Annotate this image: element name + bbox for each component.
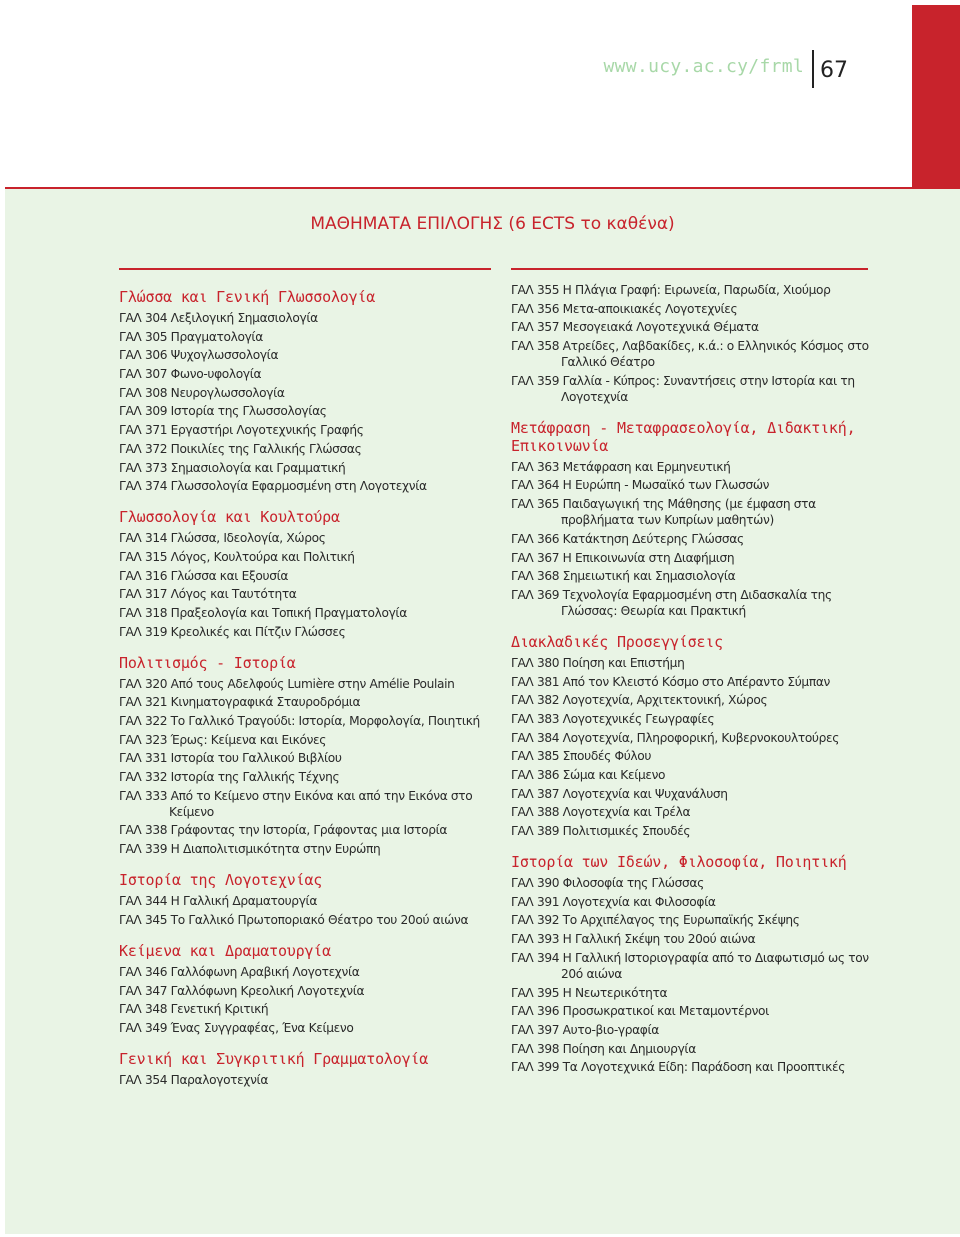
- course-item: ΓΑΛ 339 Η Διαπολιτισμικότητα στην Ευρώπη: [119, 842, 381, 857]
- course-item: ΓΑΛ 398 Ποίηση και Δημιουργία: [511, 1041, 696, 1056]
- course-item: ΓΑΛ 386 Σώμα και Κείμενο: [511, 768, 666, 782]
- course-item: ΓΑΛ 358 Ατρείδες, Λαβδακίδες, κ.ά.: ο Ελληνικός Κόσμος στο Γαλλικό Θέατρο: [511, 339, 869, 370]
- course-item: ΓΑΛ 333 Από το Κείμενο στην Εικόνα και από την Εικόνα στο Κείμενο: [119, 788, 473, 819]
- course-item: ΓΑΛ 372 Ποικιλίες της Γαλλικής Γλώσσας: [119, 441, 362, 456]
- course-item: ΓΑΛ 391 Λογοτεχνία και Φιλοσοφία: [511, 894, 716, 909]
- right-column-rule: [511, 268, 868, 270]
- course-item: ΓΑΛ 323 Έρως: Κείμενα και Εικόνες: [119, 732, 327, 747]
- course-item: ΓΑΛ 308 Νευρογλωσσολογία: [119, 385, 285, 400]
- section-heading: Γλώσσα και Γενική Γλωσσολογία: [119, 288, 376, 306]
- course-item: ΓΑΛ 355 Η Πλάγια Γραφή: Ειρωνεία, Παρωδία, Χιούμορ: [511, 283, 831, 297]
- course-item: ΓΑΛ 309 Ιστορία της Γλωσσολογίας: [119, 404, 327, 419]
- course-item: ΓΑΛ 359 Γαλλία - Κύπρος: Συναντήσεις στην Ιστορία και τη Λογοτεχνία: [511, 373, 855, 404]
- course-item: ΓΑΛ 365 Παιδαγωγική της Μάθησης (με έμφαση στα προβλήματα των Κυπρίων μαθητών): [511, 497, 816, 528]
- course-item: ΓΑΛ 371 Εργαστήρι Λογοτεχνικής Γραφής: [119, 423, 364, 438]
- course-item: ΓΑΛ 321 Κινηματογραφικά Σταυροδρόμια: [119, 695, 361, 710]
- course-item: ΓΑΛ 395 Η Νεωτερικότητα: [511, 985, 668, 1000]
- header-divider: [812, 50, 814, 88]
- course-item: ΓΑΛ 364 Η Ευρώπη - Μωσαϊκό των Γλωσσών: [511, 478, 770, 493]
- course-item: ΓΑΛ 366 Κατάκτηση Δεύτερης Γλώσσας: [511, 531, 744, 546]
- section-heading: Γενική και Συγκριτική Γραμματολογία: [119, 1049, 429, 1068]
- course-item: ΓΑΛ 392 Το Αρχιπέλαγος της Ευρωπαϊκής Σκέψης: [511, 913, 800, 928]
- course-item: ΓΑΛ 388 Λογοτεχνία και Τρέλα: [511, 805, 691, 820]
- course-item: ΓΑΛ 314 Γλώσσα, Ιδεολογία, Χώρος: [119, 531, 326, 546]
- course-item: ΓΑΛ 319 Κρεολικές και Πίτζιν Γλώσσες: [119, 624, 346, 639]
- course-item: ΓΑΛ 383 Λογοτεχνικές Γεωγραφίες: [511, 711, 715, 726]
- course-item: ΓΑΛ 305 Πραγματολογία: [119, 329, 263, 344]
- course-item: ΓΑΛ 304 Λεξιλογική Σημασιολογία: [119, 311, 318, 325]
- course-item: ΓΑΛ 373 Σημασιολογία και Γραμματική: [119, 460, 346, 475]
- course-item: ΓΑΛ 384 Λογοτεχνία, Πληροφορική, Κυβερνοκουλτούρες: [511, 730, 840, 745]
- section-heading: Κείμενα και Δραματουργία: [119, 941, 331, 960]
- course-item: ΓΑΛ 394 Η Γαλλική Ιστοριογραφία από το Διαφωτισμό ως τον 20ό αιώνα: [511, 950, 869, 981]
- section-heading: Ιστορία της Λογοτεχνίας: [119, 871, 323, 890]
- left-column: [119, 282, 499, 1091]
- course-item: ΓΑΛ 397 Αυτο-βιο-γραφία: [511, 1022, 659, 1037]
- section-heading: Ιστορία των Ιδεών, Φιλοσοφία, Ποιητική: [511, 853, 847, 872]
- course-item: ΓΑΛ 322 Το Γαλλικό Τραγούδι: Ιστορία, Μορφολογία, Ποιητική: [119, 714, 480, 728]
- course-item: ΓΑΛ 344 Η Γαλλική Δραματουργία: [119, 894, 318, 909]
- course-item: ΓΑΛ 356 Μετα-αποικιακές Λογοτεχνίες: [511, 301, 738, 316]
- site-url: www.ucy.ac.cy/frml: [603, 56, 804, 77]
- course-item: ΓΑΛ 369 Τεχνολογία Εφαρμοσμένη στη Διδασκαλία της Γλώσσας: Θεωρία και Πρακτική: [511, 587, 832, 618]
- course-item: ΓΑΛ 367 Η Επικοινωνία στη Διαφήμιση: [511, 550, 735, 565]
- course-item: ΓΑΛ 332 Ιστορία της Γαλλικής Τέχνης: [119, 770, 340, 785]
- course-item: ΓΑΛ 315 Λόγος, Κουλτούρα και Πολιτική: [119, 549, 355, 564]
- page-title: ΜΑΘΗΜΑΤΑ ΕΠΙΛΟΓΗΣ (6 ECTS το καθένα): [310, 214, 675, 234]
- right-column: [511, 282, 871, 1078]
- course-item: ΓΑΛ 380 Ποίηση και Επιστήμη: [511, 655, 685, 670]
- course-item: ΓΑΛ 354 Παραλογοτεχνία: [119, 1072, 269, 1087]
- course-item: ΓΑΛ 345 Το Γαλλικό Πρωτοποριακό Θέατρο του 20ού αιώνα: [119, 912, 469, 927]
- course-item: ΓΑΛ 331 Ιστορία του Γαλλικού Βιβλίου: [119, 751, 342, 766]
- course-item: ΓΑΛ 348 Γενετική Κριτική: [119, 1002, 269, 1017]
- page-edge-tab: [912, 5, 960, 187]
- section-heading: Πολιτισμός - Ιστορία: [119, 653, 296, 672]
- course-item: ΓΑΛ 396 Προσωκρατικοί και Μεταμοντέρνοι: [511, 1004, 769, 1019]
- course-item: ΓΑΛ 381 Από τον Κλειστό Κόσμο στο Απέραντο Σύμπαν: [511, 674, 830, 689]
- course-item: ΓΑΛ 347 Γαλλόφωνη Κρεολική Λογοτεχνία: [119, 983, 365, 998]
- course-item: ΓΑΛ 349 Ένας Συγγραφέας, Ένα Κείμενο: [119, 1020, 354, 1035]
- course-item: ΓΑΛ 374 Γλωσσολογία Εφαρμοσμένη στη Λογοτεχνία: [119, 479, 427, 494]
- course-item: ΓΑΛ 316 Γλώσσα και Εξουσία: [119, 568, 289, 583]
- course-item: ΓΑΛ 385 Σπουδές Φύλου: [511, 749, 652, 764]
- course-item: ΓΑΛ 320 Από τους Αδελφούς Lumière στην Amélie Poulain: [119, 676, 455, 691]
- course-item: ΓΑΛ 382 Λογοτεχνία, Αρχιτεκτονική, Χώρος: [511, 693, 768, 708]
- section-heading: Διακλαδικές Προσεγγίσεις: [511, 632, 723, 651]
- course-item: ΓΑΛ 306 Ψυχογλωσσολογία: [119, 348, 279, 363]
- section-heading: Μετάφραση - Μεταφρασεολογία, Διδακτική, Επικοινωνία: [511, 418, 856, 455]
- page-number: 67: [820, 58, 848, 83]
- course-item: ΓΑΛ 346 Γαλλόφωνη Αραβική Λογοτεχνία: [119, 964, 360, 979]
- course-item: ΓΑΛ 317 Λόγος και Ταυτότητα: [119, 587, 297, 602]
- course-item: ΓΑΛ 307 Φωνο-υφολογία: [119, 367, 262, 382]
- course-item: ΓΑΛ 368 Σημειωτική και Σημασιολογία: [511, 569, 736, 584]
- course-item: ΓΑΛ 389 Πολιτισμικές Σπουδές: [511, 824, 691, 839]
- course-item: ΓΑΛ 357 Μεσογειακά Λογοτεχνικά Θέματα: [511, 320, 759, 335]
- course-item: ΓΑΛ 363 Μετάφραση και Ερμηνευτική: [511, 459, 731, 474]
- course-item: ΓΑΛ 387 Λογοτεχνία και Ψυχανάλυση: [511, 786, 728, 801]
- course-item: ΓΑΛ 318 Πραξεολογία και Τοπική Πραγματολογία: [119, 605, 407, 620]
- course-item: ΓΑΛ 338 Γράφοντας την Ιστορία, Γράφοντας μια Ιστορία: [119, 823, 448, 838]
- course-item: ΓΑΛ 393 Η Γαλλική Σκέψη του 20ού αιώνα: [511, 932, 756, 947]
- left-column-rule: [119, 268, 491, 270]
- section-heading: Γλωσσολογία και Κουλτούρα: [119, 508, 340, 527]
- course-item: ΓΑΛ 399 Τα Λογοτεχνικά Είδη: Παράδοση και Προοπτικές: [511, 1060, 846, 1075]
- course-item: ΓΑΛ 390 Φιλοσοφία της Γλώσσας: [511, 876, 704, 891]
